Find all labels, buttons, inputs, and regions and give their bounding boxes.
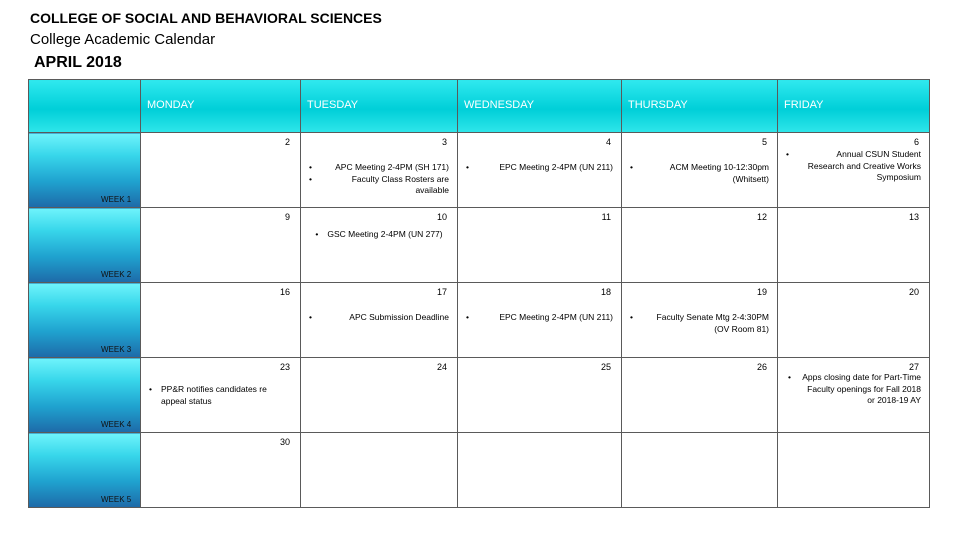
day-name: MONDAY xyxy=(147,99,195,111)
day-name: TUESDAY xyxy=(307,99,359,111)
event-item[interactable]: • EPC Meeting 2-4PM (UN 211) xyxy=(466,312,613,324)
date-number: 30 xyxy=(279,437,290,447)
day-name: WEDNESDAY xyxy=(464,99,535,111)
week-label: WEEK 5 xyxy=(101,495,132,504)
day-cell[interactable] xyxy=(141,433,301,508)
event-list xyxy=(786,149,921,184)
college-name: COLLEGE OF SOCIAL AND BEHAVIORAL SCIENCES xyxy=(30,10,382,26)
event-item[interactable]: • EPC Meeting 2-4PM (UN 211) xyxy=(466,162,613,174)
date-number: 18 xyxy=(600,287,611,297)
day-header-tuesday xyxy=(301,80,458,133)
event-list xyxy=(309,162,449,197)
week-label: WEEK 2 xyxy=(101,270,132,279)
date-number: 6 xyxy=(913,137,919,147)
date-number: 12 xyxy=(756,212,767,222)
day-header-monday xyxy=(141,80,301,133)
day-cell[interactable] xyxy=(622,358,778,433)
event-list xyxy=(630,312,769,335)
date-number: 16 xyxy=(279,287,290,297)
day-header-wednesday xyxy=(458,80,622,133)
header-corner xyxy=(29,80,141,133)
event-item[interactable]: • PP&R notifies candidates re appeal status xyxy=(149,384,292,407)
event-list xyxy=(788,372,921,407)
event-item[interactable]: • Faculty Class Rosters are available xyxy=(309,174,449,197)
day-name: FRIDAY xyxy=(784,99,824,111)
date-number: 24 xyxy=(436,362,447,372)
date-number: 27 xyxy=(908,362,919,372)
week-label-cell xyxy=(29,133,141,208)
date-number: 23 xyxy=(279,362,290,372)
day-cell[interactable] xyxy=(458,358,622,433)
calendar-table xyxy=(28,79,930,508)
event-list xyxy=(466,312,613,324)
day-header-friday xyxy=(778,80,930,133)
event-list xyxy=(630,162,769,185)
day-cell[interactable] xyxy=(778,133,930,208)
week-row xyxy=(29,358,930,433)
day-cell[interactable] xyxy=(301,133,458,208)
date-number: 3 xyxy=(441,137,447,147)
day-cell[interactable] xyxy=(301,283,458,358)
week-label: WEEK 1 xyxy=(101,195,132,204)
date-number: 5 xyxy=(761,137,767,147)
day-cell[interactable] xyxy=(622,133,778,208)
day-cell[interactable] xyxy=(141,208,301,283)
day-cell[interactable] xyxy=(458,133,622,208)
day-cell[interactable] xyxy=(778,433,930,508)
week-row xyxy=(29,433,930,508)
day-header-row xyxy=(29,80,930,133)
event-item[interactable]: • GSC Meeting 2-4PM (UN 277) xyxy=(315,229,442,241)
week-label: WEEK 3 xyxy=(101,345,132,354)
day-cell[interactable] xyxy=(778,208,930,283)
week-row xyxy=(29,208,930,283)
event-list xyxy=(466,162,613,174)
day-cell[interactable] xyxy=(141,133,301,208)
date-number: 19 xyxy=(756,287,767,297)
calendar-subtitle: College Academic Calendar xyxy=(30,31,216,48)
day-cell[interactable] xyxy=(301,208,458,283)
day-cell[interactable] xyxy=(141,358,301,433)
day-cell[interactable] xyxy=(458,433,622,508)
month-title: APRIL 2018 xyxy=(34,54,122,71)
date-number: 2 xyxy=(284,137,290,147)
event-item[interactable]: • APC Meeting 2-4PM (SH 171) xyxy=(309,162,449,174)
date-number: 9 xyxy=(284,212,290,222)
event-item[interactable]: • APC Submission Deadline xyxy=(309,312,449,324)
day-cell[interactable] xyxy=(622,433,778,508)
event-list xyxy=(149,384,292,407)
day-cell[interactable] xyxy=(778,358,930,433)
event-item[interactable]: • Annual CSUN Student Research and Creative Works Symposium xyxy=(786,149,921,184)
week-label-cell xyxy=(29,208,141,283)
day-cell[interactable] xyxy=(458,283,622,358)
event-item[interactable]: • ACM Meeting 10-12:30pm (Whitsett) xyxy=(630,162,769,185)
date-number: 13 xyxy=(908,212,919,222)
day-header-thursday xyxy=(622,80,778,133)
date-number: 26 xyxy=(756,362,767,372)
day-cell[interactable] xyxy=(458,208,622,283)
date-number: 25 xyxy=(600,362,611,372)
day-cell[interactable] xyxy=(778,283,930,358)
week-row xyxy=(29,133,930,208)
day-cell[interactable] xyxy=(301,433,458,508)
event-item[interactable]: • Faculty Senate Mtg 2-4:30PM (OV Room 81) xyxy=(630,312,769,335)
date-number: 10 xyxy=(436,212,447,222)
week-label: WEEK 4 xyxy=(101,420,132,429)
event-list xyxy=(309,229,449,241)
date-number: 4 xyxy=(605,137,611,147)
day-cell[interactable] xyxy=(622,208,778,283)
week-row xyxy=(29,283,930,358)
date-number: 11 xyxy=(601,212,611,222)
day-cell[interactable] xyxy=(622,283,778,358)
date-number: 20 xyxy=(908,287,919,297)
week-label-cell xyxy=(29,358,141,433)
day-cell[interactable] xyxy=(301,358,458,433)
week-label-cell xyxy=(29,433,141,508)
event-list xyxy=(309,312,449,324)
week-label-cell xyxy=(29,283,141,358)
event-item[interactable]: • Apps closing date for Part-Time Faculty openings for Fall 2018 or 2018-19 AY xyxy=(788,372,921,407)
day-name: THURSDAY xyxy=(628,99,688,111)
date-number: 17 xyxy=(436,287,447,297)
day-cell[interactable] xyxy=(141,283,301,358)
